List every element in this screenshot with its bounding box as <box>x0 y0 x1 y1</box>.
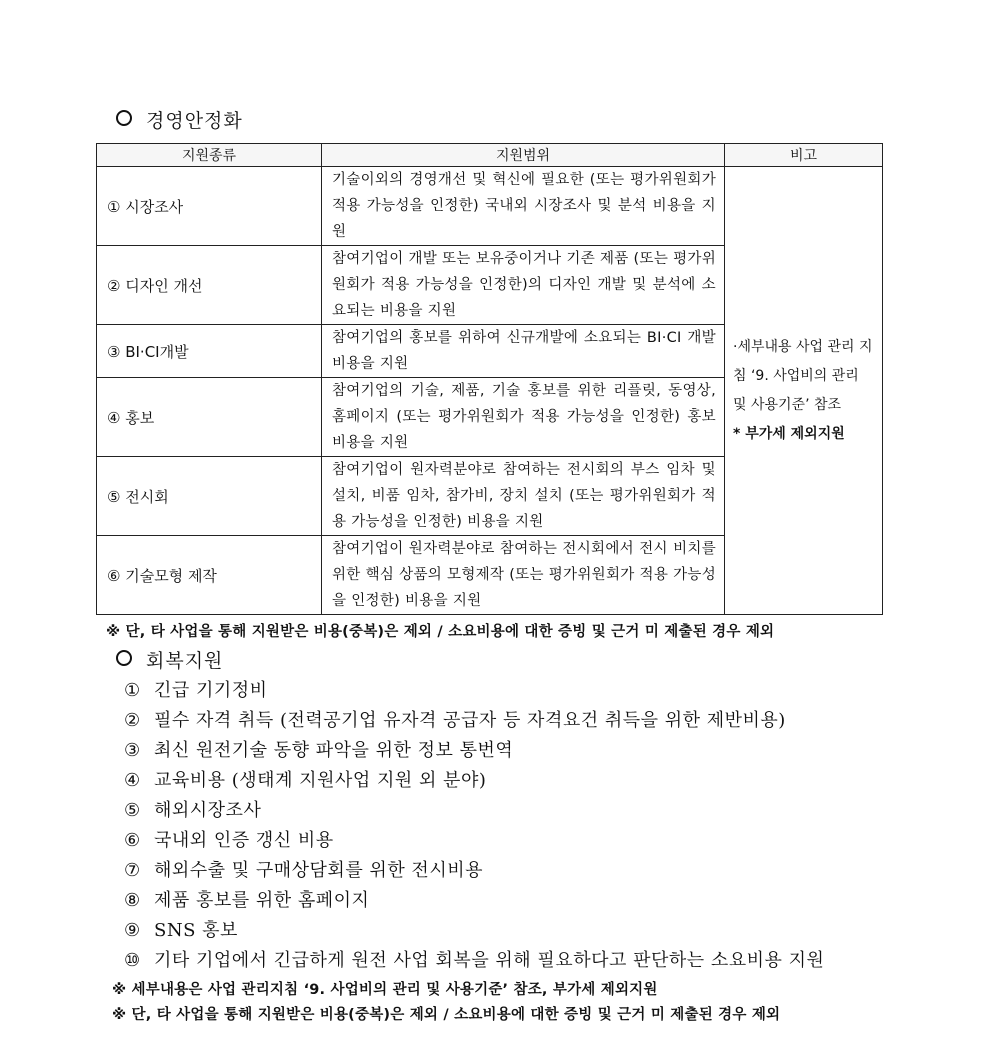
list-item <box>124 766 824 796</box>
circle-bullet-icon <box>116 650 132 666</box>
list-item-number: ⑤ <box>124 800 141 821</box>
list-item-number: ⑨ <box>124 920 141 941</box>
list-item-number: ④ <box>124 770 141 791</box>
list-item-number: ③ <box>124 740 141 761</box>
cell-scope: 참여기업이 원자력분야로 참여하는 전시회의 부스 임차 및 설치, 비품 임차, 참가비, 장치 설치 (또는 평가위원회가 적용 가능성을 인정한) 비용을 지원 <box>322 457 725 536</box>
cell-kind: ② 디자인 개선 <box>97 246 322 325</box>
cell-note <box>725 167 883 615</box>
list-item-text: 긴급 기기정비 <box>154 680 268 701</box>
list-item-text: 제품 홍보를 위한 홈페이지 <box>154 890 370 911</box>
header-note: 비고 <box>725 144 883 167</box>
cell-scope: 기술이외의 경영개선 및 혁신에 필요한 (또는 평가위원회가 적용 가능성을 인정한) 국내외 시장조사 및 분석 비용을 지원 <box>322 167 725 246</box>
cell-scope: 참여기업의 기술, 제품, 기술 홍보를 위한 리플릿, 동영상, 홈페이지 (또는 평가위원회가 적용 가능성을 인정한) 홍보비용을 지원 <box>322 378 725 457</box>
list-item-text: 해외시장조사 <box>154 800 262 821</box>
cell-scope: 참여기업이 개발 또는 보유중이거나 기존 제품 (또는 평가위원회가 적용 가능성을 인정한)의 디자인 개발 및 분석에 소요되는 비용을 지원 <box>322 246 725 325</box>
list-item <box>124 706 824 736</box>
list-item-number: ① <box>124 680 141 701</box>
warning-note-1: ※ 단, 타 사업을 통해 지원받은 비용(중복)은 제외 / 소요비용에 대한 증빙 및 근거 미 제출된 경우 제외 <box>106 624 775 640</box>
cell-kind: ⑤ 전시회 <box>97 457 322 536</box>
list-item-text: 해외수출 및 구매상담회를 위한 전시비용 <box>154 860 483 881</box>
section-title-text: 경영안정화 <box>146 110 243 132</box>
cell-kind: ⑥ 기술모형 제작 <box>97 536 322 615</box>
list-item-text: 최신 원전기술 동향 파악을 위한 정보 통번역 <box>154 740 514 761</box>
list-item-text: SNS 홍보 <box>154 920 238 941</box>
warning-note-2: ※ 세부내용은 사업 관리지침 ‘9. 사업비의 관리 및 사용기준’ 참조, 부가세 제외지원 <box>112 982 658 998</box>
header-kind: 지원종류 <box>97 144 322 167</box>
list-item <box>124 736 824 766</box>
list-item <box>124 886 824 916</box>
circle-bullet-icon <box>116 110 132 126</box>
list-item-text: 필수 자격 취득 (전력공기업 유자격 공급자 등 자격요건 취득을 위한 제반비용) <box>154 710 786 731</box>
list-item-number: ⑦ <box>124 860 141 881</box>
cell-kind: ① 시장조사 <box>97 167 322 246</box>
list-item <box>124 916 824 946</box>
list-item <box>124 676 824 706</box>
note-text: ·세부내용 사업 관리 지침 ‘9. 사업비의 관리 및 사용기준’ 참조 <box>733 338 873 413</box>
list-item-number: ⑩ <box>124 950 141 971</box>
list-item-text: 국내외 인증 갱신 비용 <box>154 830 334 851</box>
recovery-list <box>124 676 824 976</box>
list-item <box>124 796 824 826</box>
list-item <box>124 946 824 976</box>
note-vat: * 부가세 제외지원 <box>733 425 845 442</box>
table-row <box>97 167 883 246</box>
list-item-text: 교육비용 (생태계 지원사업 지원 외 분야) <box>154 770 487 791</box>
warning-note-3: ※ 단, 타 사업을 통해 지원받은 비용(중복)은 제외 / 소요비용에 대한 증빙 및 근거 미 제출된 경우 제외 <box>112 1007 781 1023</box>
list-item-number: ⑥ <box>124 830 141 851</box>
list-item <box>124 856 824 886</box>
section-title-management <box>116 106 243 133</box>
list-item <box>124 826 824 856</box>
cell-kind: ④ 홍보 <box>97 378 322 457</box>
support-table <box>96 143 883 615</box>
list-item-text: 기타 기업에서 긴급하게 원전 사업 회복을 위해 필요하다고 판단하는 소요비용 지원 <box>154 950 825 971</box>
cell-scope: 참여기업의 홍보를 위하여 신규개발에 소요되는 BI·CI 개발비용을 지원 <box>322 325 725 378</box>
header-scope: 지원범위 <box>322 144 725 167</box>
list-item-number: ⑧ <box>124 890 141 911</box>
section-title-text: 회복지원 <box>146 650 224 672</box>
list-item-number: ② <box>124 710 141 731</box>
cell-scope: 참여기업이 원자력분야로 참여하는 전시회에서 전시 비치를 위한 핵심 상품의 모형제작 (또는 평가위원회가 적용 가능성을 인정한) 비용을 지원 <box>322 536 725 615</box>
section-title-recovery <box>116 646 223 673</box>
cell-kind: ③ BI·CI개발 <box>97 325 322 378</box>
table-header-row <box>97 144 883 167</box>
